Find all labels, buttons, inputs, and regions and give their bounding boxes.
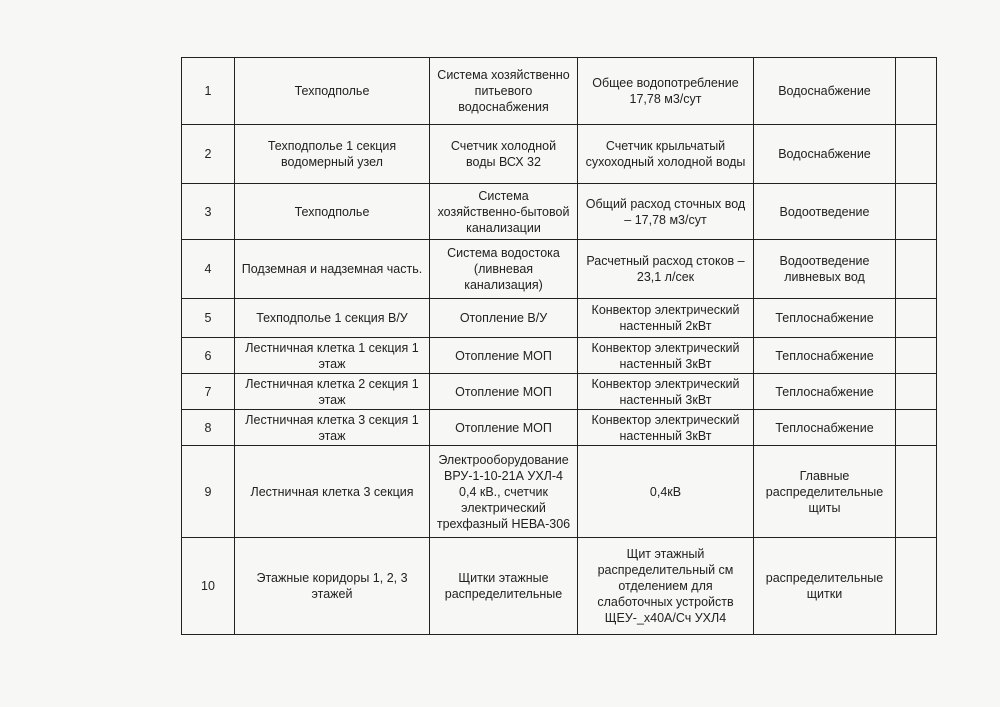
- location-cell: Техподполье 1 секция В/У: [235, 299, 430, 338]
- table-row: [182, 374, 937, 410]
- extra-cell: [896, 374, 937, 410]
- extra-cell: [896, 58, 937, 125]
- table-row: [182, 338, 937, 374]
- extra-cell: [896, 125, 937, 184]
- equipment-cell: Расчетный расход стоков – 23,1 л/сек: [578, 240, 754, 299]
- table-row: [182, 125, 937, 184]
- equipment-cell: 0,4кВ: [578, 446, 754, 538]
- system-cell: Система хозяйственно-бытовой канализации: [430, 184, 578, 240]
- equipment-cell: Конвектор электрический настенный 3кВт: [578, 338, 754, 374]
- category-cell: Теплоснабжение: [754, 410, 896, 446]
- table-row: [182, 240, 937, 299]
- system-cell: Отопление МОП: [430, 410, 578, 446]
- equipment-cell: Конвектор электрический настенный 3кВт: [578, 410, 754, 446]
- extra-cell: [896, 299, 937, 338]
- equipment-cell: Конвектор электрический настенный 3кВт: [578, 374, 754, 410]
- row-number: 8: [182, 410, 235, 446]
- system-cell: Отопление МОП: [430, 338, 578, 374]
- location-cell: Техподполье 1 секция водомерный узел: [235, 125, 430, 184]
- location-cell: Подземная и надземная часть.: [235, 240, 430, 299]
- system-cell: Отопление МОП: [430, 374, 578, 410]
- category-cell: Теплоснабжение: [754, 338, 896, 374]
- system-cell: Щитки этажные распределительные: [430, 538, 578, 635]
- table-row: [182, 538, 937, 635]
- location-cell: Лестничная клетка 3 секция: [235, 446, 430, 538]
- system-cell: Счетчик холодной воды ВСХ 32: [430, 125, 578, 184]
- row-number: 1: [182, 58, 235, 125]
- category-cell: Водоотведение: [754, 184, 896, 240]
- location-cell: Этажные коридоры 1, 2, 3 этажей: [235, 538, 430, 635]
- category-cell: Теплоснабжение: [754, 374, 896, 410]
- equipment-cell: Щит этажный распределительный см отделением для слаботочных устройств ЩЕУ-_х40А/Сч УХЛ4: [578, 538, 754, 635]
- row-number: 4: [182, 240, 235, 299]
- category-cell: Теплоснабжение: [754, 299, 896, 338]
- row-number: 6: [182, 338, 235, 374]
- extra-cell: [896, 538, 937, 635]
- row-number: 2: [182, 125, 235, 184]
- category-cell: Главные распределительные щиты: [754, 446, 896, 538]
- equipment-cell: Конвектор электрический настенный 2кВт: [578, 299, 754, 338]
- extra-cell: [896, 338, 937, 374]
- system-cell: Электрооборудование ВРУ-1-10-21А УХЛ-4 0,4 кВ., счетчик электрический трехфазный НЕВА-306: [430, 446, 578, 538]
- extra-cell: [896, 184, 937, 240]
- table-row: [182, 184, 937, 240]
- category-cell: Водоснабжение: [754, 125, 896, 184]
- system-cell: Система водостока (ливневая канализация): [430, 240, 578, 299]
- category-cell: распределительные щитки: [754, 538, 896, 635]
- location-cell: Техподполье: [235, 184, 430, 240]
- table-row: [182, 410, 937, 446]
- table-row: [182, 446, 937, 538]
- location-cell: Лестничная клетка 2 секция 1 этаж: [235, 374, 430, 410]
- row-number: 3: [182, 184, 235, 240]
- table-row: [182, 58, 937, 125]
- location-cell: Лестничная клетка 3 секция 1 этаж: [235, 410, 430, 446]
- system-cell: Отопление В/У: [430, 299, 578, 338]
- engineering-systems-table: [181, 57, 937, 635]
- equipment-cell: Общее водопотребление 17,78 м3/сут: [578, 58, 754, 125]
- extra-cell: [896, 410, 937, 446]
- row-number: 5: [182, 299, 235, 338]
- row-number: 9: [182, 446, 235, 538]
- equipment-cell: Общий расход сточных вод – 17,78 м3/сут: [578, 184, 754, 240]
- system-cell: Система хозяйственно питьевого водоснабжения: [430, 58, 578, 125]
- row-number: 7: [182, 374, 235, 410]
- location-cell: Техподполье: [235, 58, 430, 125]
- category-cell: Водоотведение ливневых вод: [754, 240, 896, 299]
- location-cell: Лестничная клетка 1 секция 1 этаж: [235, 338, 430, 374]
- category-cell: Водоснабжение: [754, 58, 896, 125]
- extra-cell: [896, 240, 937, 299]
- equipment-cell: Счетчик крыльчатый сухоходный холодной воды: [578, 125, 754, 184]
- table-row: [182, 299, 937, 338]
- extra-cell: [896, 446, 937, 538]
- row-number: 10: [182, 538, 235, 635]
